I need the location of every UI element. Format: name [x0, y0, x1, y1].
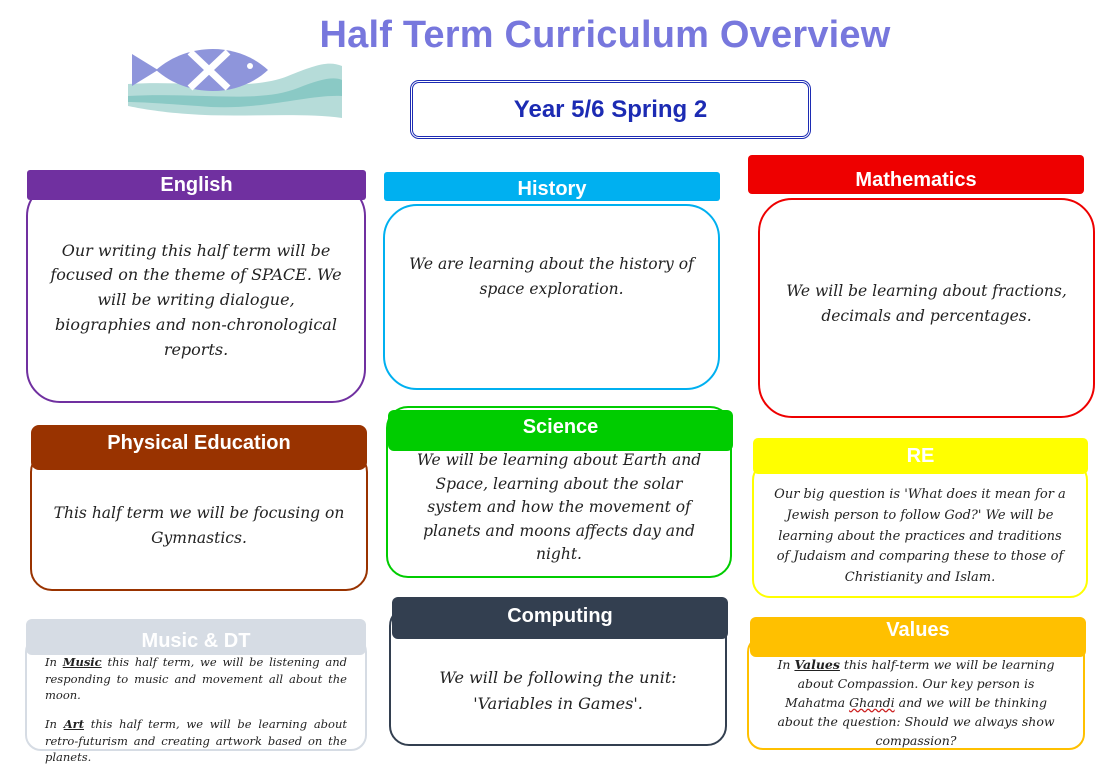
music-paragraph — [45, 654, 347, 704]
history-text: We are learning about the history of space exploration. — [409, 255, 694, 298]
pe-heading-label: Physical Education — [107, 432, 291, 454]
mathematics-content-box — [758, 198, 1095, 418]
values-keyword: Values — [794, 656, 840, 672]
music-keyword: Music — [62, 655, 102, 669]
values-text — [767, 655, 1065, 750]
values-heading-label: Values — [886, 618, 950, 641]
computing-text: We will be following the unit: 'Variables in Games'. — [439, 668, 677, 713]
music-prefix: In — [45, 655, 63, 669]
computing-heading-label: Computing — [507, 604, 613, 627]
values-misspelled-word: Ghandi — [849, 694, 895, 710]
values-rest-2: and we will be thinking about the question: Should we always show compassion? — [777, 694, 1055, 748]
science-heading-label: Science — [522, 416, 599, 438]
history-heading — [384, 172, 720, 201]
english-text: Our writing this half term will be focused on the theme of SPACE. We will be writing dialogue, biographies and non-chronological reports. — [50, 240, 342, 359]
art-rest: this half term, we will be learning about retro-futurism and creating artwork based on the planets. — [45, 717, 347, 765]
re-heading-label: RE — [906, 444, 935, 467]
values-prefix: In — [777, 656, 795, 672]
history-heading-label: History — [517, 178, 587, 200]
science-heading — [388, 410, 733, 451]
mathematics-heading-label: Mathematics — [855, 169, 977, 191]
re-content-box — [752, 462, 1088, 598]
english-heading — [27, 170, 366, 200]
school-fish-logo — [128, 46, 344, 118]
music-heading — [26, 619, 366, 655]
english-content-box — [26, 182, 366, 403]
page-title: Half Term Curriculum Overview — [319, 14, 891, 56]
english-heading-label: English — [160, 173, 233, 196]
music-rest: this half term, we will be listening and responding to music and movement all about the moon. — [45, 655, 348, 703]
art-keyword: Art — [63, 717, 85, 732]
science-text: We will be learning about Earth and Space, learning about the solar system and how the movement of planets and moons affects day and night. — [416, 451, 702, 564]
values-rest-1: this half-term we will be learning about Compassion. Our key person is Mahatma — [785, 656, 1055, 710]
mathematics-heading — [748, 155, 1084, 194]
values-heading — [750, 617, 1086, 657]
year-label-box: Year 5/6 Spring 2 — [410, 80, 811, 139]
music-heading-label: Music & DT — [141, 629, 251, 652]
pe-text: This half term we will be focusing on Gymnastics. — [53, 503, 345, 547]
history-content-box — [383, 204, 720, 390]
pe-heading — [31, 425, 367, 470]
art-paragraph — [45, 716, 347, 766]
re-heading — [753, 438, 1088, 474]
mathematics-text: We will be learning about fractions, decimals and percentages. — [786, 282, 1067, 325]
computing-heading — [392, 597, 728, 639]
re-text: Our big question is 'What does it mean for a Jewish person to follow God?' We will be learning about the practices and traditions of Judaism and comparing these to those of Christianity and Islam. — [774, 487, 1066, 586]
art-prefix: In — [45, 717, 64, 732]
pe-content-box — [30, 450, 368, 591]
